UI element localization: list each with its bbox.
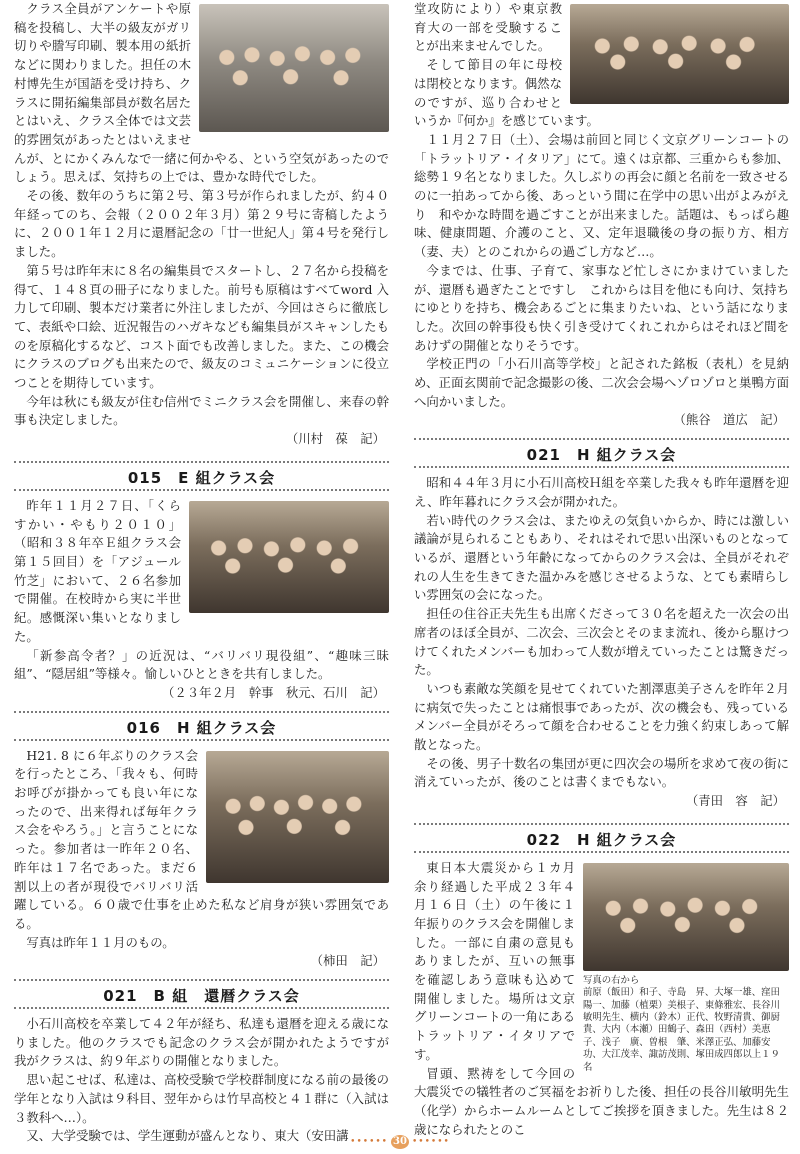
paragraph: その後、数年のうちに第２号、第３号が作られましたが、約４０年経ってのち、会報（２００２年３月）第２９号に寄稿したように、２００１年１２月に還暦記念の「廿一世紀人」第４号を発行しました。 xyxy=(14,188,389,260)
page-number-value: 30 xyxy=(391,1135,409,1149)
paragraph: 「新参高令者？」の近況は、“バリバリ現役組”、“趣味三昧組”、“隠居組”等様々。愉しいひとときを共有しました。 xyxy=(14,647,389,682)
class-photo-021b xyxy=(570,4,789,104)
paragraph: 学校正門の「小石川高等学校」と記された銘板（表札）を見納め、正面玄関前で記念撮影の後、二次会会場へゾロゾロと巣鴨方面へ向かいました。 xyxy=(414,356,789,409)
paragraph: その後、男子十数名の集団が更に四次会の場所を求めて夜の街に消えていったが、後のことは書くまでもない。 xyxy=(414,755,789,790)
paragraph: いつも素敵な笑顔を見せてくれていた割澤恵美子さんを昨年２月に病気で失ったことは痛恨事であったが、次の機会も、残っているメンバー全員がそろって顔を合わせることを力強く約束しあって解散となった。 xyxy=(414,680,789,753)
paragraph: 若い時代のクラス会は、またゆえの気負いからか、時には激しい議論が見られることもあり、それはそれで思い出深いものとなっているが、還暦という年齢になってからのクラス会は、全員がそれぞれの人生を生きてきた温かみを感じさせるような、とても素晴らしい雰囲気の会になった。 xyxy=(414,512,789,603)
section-title: 021 B 組 還暦クラス会 xyxy=(103,987,300,1006)
section-title: 022 H 組クラス会 xyxy=(526,830,677,849)
class-photo-015 xyxy=(189,501,389,613)
class-photo-016 xyxy=(206,751,389,883)
author-signature: （川村 葆 記） xyxy=(285,431,385,447)
paragraph: クラス全員がアンケートや原稿を投稿し、大半の級友がガリ切りや謄写印刷、製本用の紙折などに関わりました。担任の木村博先生が国語を受け持ち、クラスに開拓編集部員が数名居たとはいえ、クラス全体では文芸的雰囲気があったとはいえませんが、とにかくみんなで一緒に何かやる、という空気があったのでしょう。思えば、気持ちの上では、豊かな時代でした。 xyxy=(14,1,389,185)
author-signature: （熊谷 道広 記） xyxy=(673,412,785,428)
author-signature: （柿田 記） xyxy=(310,953,385,969)
paragraph: 小石川高校を卒業して４２年が経ち、私達も還暦を迎える歳になりました。他のクラスでも記念のクラス会が開かれたようですが 我がクラスは、約９年ぶりの開催となりました。 xyxy=(14,1016,402,1069)
paragraph: 今までは、仕事、子育て、家事など忙しさにかまけていましたが、還暦も過ぎたことですし これからは目を他にも向け、気持ちにゆとりを持ち、機会あるごとに集まりたいね、という話になりました。次回の幹事役も快く引き受けてくれこれからはそれほど間をあけずの開催となりそうです。 xyxy=(414,262,789,353)
class-photo-bw xyxy=(199,4,389,132)
section-title: 016 H 組クラス会 xyxy=(126,718,277,737)
section-heading-021h xyxy=(414,436,789,470)
paragraph: 又、大学受験では、学生運動が盛んとなり、東大（安田講 xyxy=(26,1128,349,1144)
paragraph: 担任の住谷正夫先生も出席くださって３０名を超えた一次会の出席者のほぼ全員が、二次会、三次会とそのまま流れ、後から駆けつけてくれたメンバーも加わって人数が増えていったことは驚きだった。 xyxy=(414,606,789,678)
paragraph: そして節目の年に母校は閉校となります。偶然なのですが、巡り合わせというか『何か』を感じています。 xyxy=(414,57,599,129)
section-heading-021b xyxy=(14,977,389,1011)
photo-caption: 写真の右から 前原（飯田）和子、寺島 昇、大塚一雄、窪田陽一、加藤（植栗）美根子、東條雅宏、長谷川敏明先生、横内（鈴木）正代、牧野清貴、御厨 貴、大内（本瀬）田鶴子、森田（西村）美恵子、浅子 廣、曽根 肇、米澤正弘、加藤安功、大江茂幸、諏訪茂則、塚田成四郎以上１９名 xyxy=(583,974,780,1073)
paragraph: １１月２７日（土）、会場は前回と同じく文京グリーンコートの「トラットリア・イタリア」にて。遠くは京都、三重からも参加、総勢１９名となりました。久しぶりの再会に顔と名前を一致させるのに一拍あってから後、あっという間に在学中の思い出がよみがえり 和やかな時間を過ごすことが出来ました。話題は、もっぱら趣味、健康問題、介護のこと、又、定年退職後の身の振り方、相方（妻、夫）とのこれからの過ごし方など…。 xyxy=(414,131,789,260)
paragraph: 堂攻防により）や東京教育大の一部を受験することが出来ませんでした。 xyxy=(414,1,562,54)
page-number: •••••• 30 •••••• xyxy=(350,1136,450,1147)
right-column xyxy=(414,0,789,1139)
paragraph: H21. 8 に６年ぶりのクラス会を行ったところ、「我々も、何時お呼びが掛かっても良い年になったので、出来得れば毎年クラス会をやろう。」と言うことになった。参加者は一昨年２０名、昨年は１７名であった。まだ６割以上の者が現役でバリバリ活躍している。６０歳で仕事を止めた私など肩身が狭い雰囲気である。 xyxy=(14,747,389,931)
paragraph: 東日本大震災から１カ月余り経過した平成２３年４月１６日（土）の午後に１年振りのクラス会を開催しました。一部に自粛の意見もありましたが、互いの無事を確認しあう意味も込めて開催しました。場所は文京グリーンコートの一角にあるトラットリア・イタリアです。 xyxy=(414,859,575,1062)
paragraph: 第５号は昨年末に８名の編集員でスタートし、２７名から投稿を得て、１４８頁の冊子になりました。前号も原稿はすべてword 入力して印刷、製本だけ業者に外注しましたが、今回はさらに徹底して、表紙や口絵、近況報告のハガキなども編集員がスキャンしたものを原稿化するなど、コスト面でも改善しました。また、この機会にクラスのブログも出来たので、級友のコミュニケーションに役立つことを期待しています。 xyxy=(14,262,389,391)
paragraph: 思い起こせば、私達は、高校受験で学校群制度になる前の最後の学年となり入試は９科目、翌年からは竹早高校と４１群に（入試は３教科へ…）。 xyxy=(14,1072,389,1125)
author-signature: （２３年２月 幹事 秋元、石川 記） xyxy=(161,684,385,700)
section-heading-016 xyxy=(14,709,389,743)
section-heading-022 xyxy=(414,821,789,855)
paragraph: 冒頭、黙祷をして今回の大震災での犠牲者のご冥福をお祈りした後、担任の長谷川敏明先生（化学）からホームルームとしてご挨拶を頂きました。先生は８２歳になられたとのこ xyxy=(414,1065,789,1137)
section-title: 021 H 組クラス会 xyxy=(526,446,677,465)
paragraph: 昨年１１月２７日、「くらすかい・やもり２０１０」（昭和３８年卒Ｅ組クラス会第１５回目）を「アジュール竹芝」において、２６名参加で開催。在校時から実に半世紀。感慨深い集いとなりました。 xyxy=(14,497,181,644)
class-photo-022 xyxy=(583,863,789,971)
section-title: 015 E 組クラス会 xyxy=(127,468,276,487)
paragraph: 昭和４４年３月に小石川高校Ｈ組を卒業した我々も昨年還暦を迎え、昨年暮れにクラス会が開かれた。 xyxy=(414,475,789,509)
author-signature: （青田 容 記） xyxy=(685,793,785,809)
paragraph: 今年は秋にも級友が住む信州でミニクラス会を開催し、来春の幹事も決定しました。 xyxy=(14,393,389,428)
paragraph: 写真は昨年１１月のもの。 xyxy=(26,934,175,950)
section-heading-015 xyxy=(14,459,389,493)
